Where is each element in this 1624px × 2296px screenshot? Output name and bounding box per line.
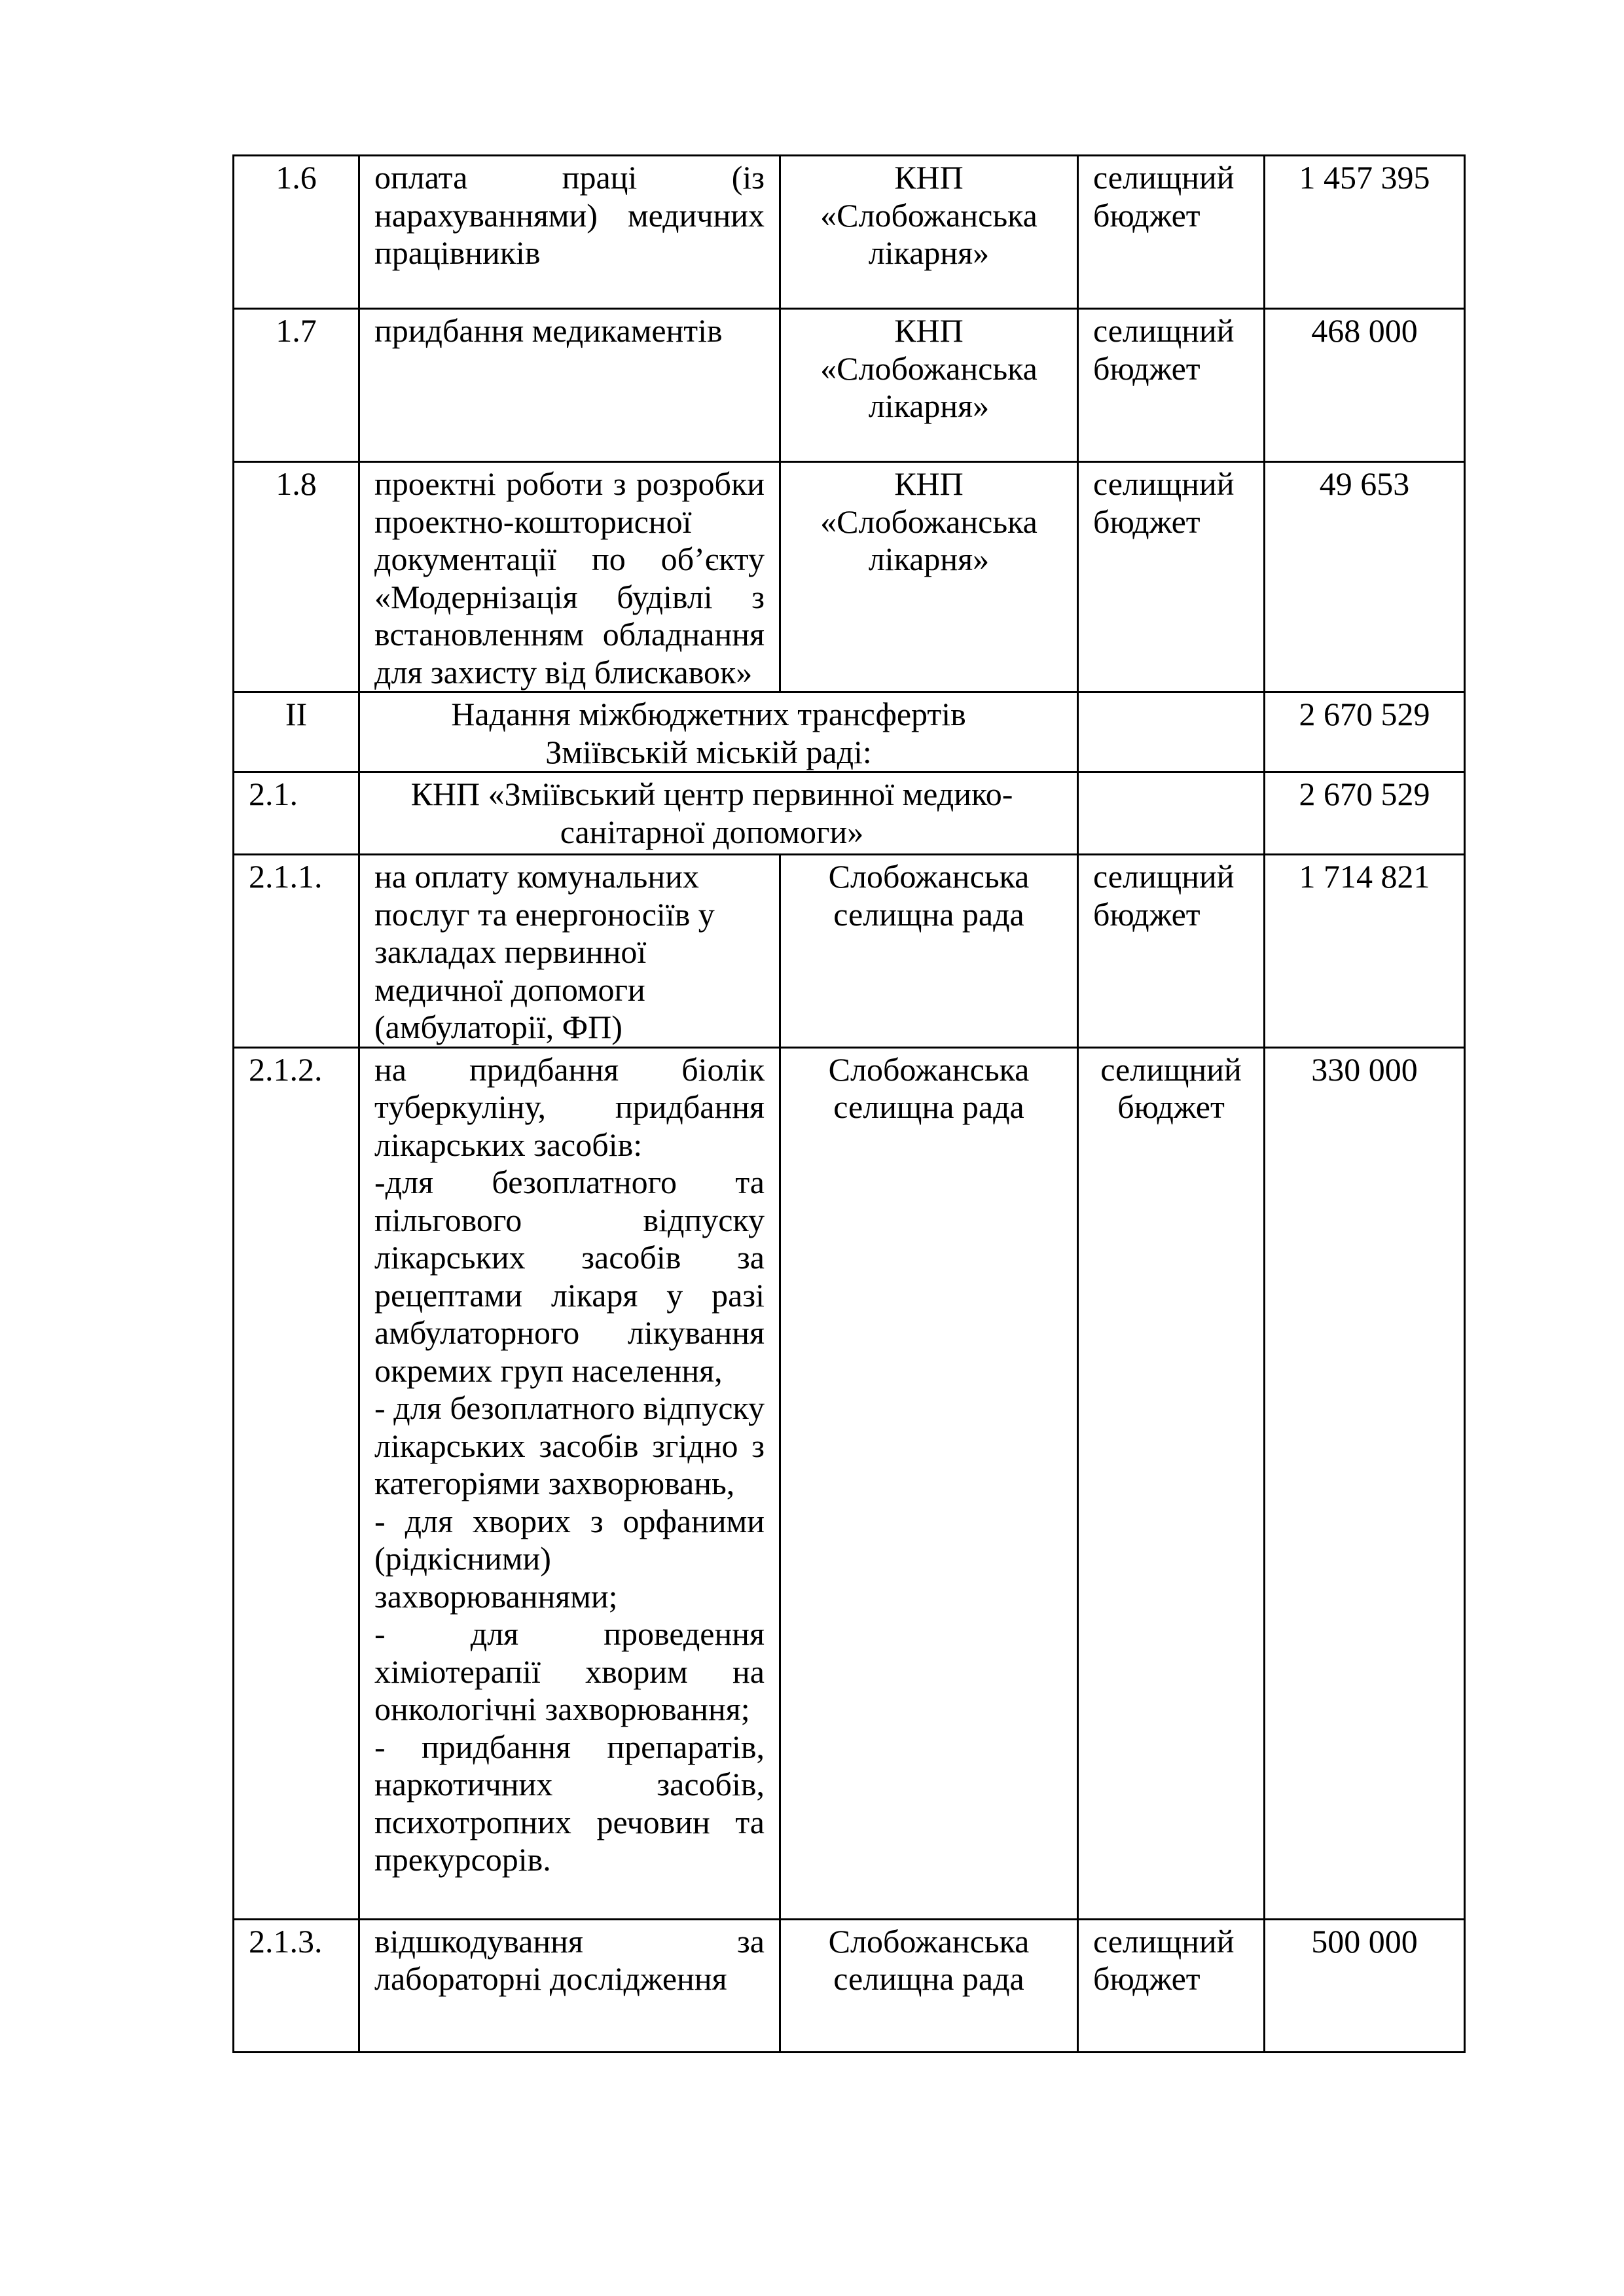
row-amount: 1 457 395 [1265, 156, 1465, 309]
row-executor: Слобожанська селищна рада [780, 1047, 1078, 1919]
row-number: 2.1.1. [234, 855, 359, 1048]
row-source: селищний бюджет [1078, 855, 1265, 1048]
description-line: на придбання біолік туберкуліну, придбання лікарських засобів: [374, 1050, 765, 1163]
row-source-empty [1078, 692, 1265, 772]
row-source: селищний бюджет [1078, 1047, 1265, 1919]
row-source: селищний бюджет [1078, 1919, 1265, 2052]
description-line: - придбання препаратів, наркотичних засобів, психотропних речовин та прекурсорів. [374, 1728, 765, 1878]
table-row [234, 855, 1465, 1048]
description-line: - для хворих з орфаними (рідкісними) захворюваннями; [374, 1502, 765, 1615]
row-description: оплата праці (із нарахуваннями) медичних працівників [359, 156, 780, 309]
row-number: 2.1.2. [234, 1047, 359, 1919]
row-amount: 49 653 [1265, 462, 1465, 692]
row-executor: КНП «Слобожанська лікарня» [780, 309, 1078, 462]
row-description: проектні роботи з розробки проектно-кошторисної документації по об’єкту «Модернізація будівлі з встановленням обладнання для захисту від блискавок» [359, 462, 780, 692]
table-row [234, 462, 1465, 692]
row-amount: 1 714 821 [1265, 855, 1465, 1048]
table-row-section [234, 692, 1465, 772]
row-executor: Слобожанська селищна рада [780, 1919, 1078, 2052]
row-source: селищний бюджет [1078, 156, 1265, 309]
table-row [234, 1047, 1465, 1919]
table-row [234, 1919, 1465, 2052]
row-source-empty [1078, 772, 1265, 855]
row-number: 1.7 [234, 309, 359, 462]
row-amount: 500 000 [1265, 1919, 1465, 2052]
row-description: Надання міжбюджетних трансфертів Зміївській міській раді: [359, 692, 1078, 772]
row-amount: 330 000 [1265, 1047, 1465, 1919]
row-description: КНП «Зміївський центр первинної медико-санітарної допомоги» [359, 772, 1078, 855]
description-line: - для безоплатного відпуску лікарських засобів згідно з категоріями захворювань, [374, 1390, 765, 1501]
table-row [234, 156, 1465, 309]
table-row-subsection [234, 772, 1465, 855]
table-row [234, 309, 1465, 462]
row-source: селищний бюджет [1078, 462, 1265, 692]
row-number: 1.8 [234, 462, 359, 692]
row-number: 2.1.3. [234, 1919, 359, 2052]
row-executor: КНП «Слобожанська лікарня» [780, 462, 1078, 692]
row-amount: 2 670 529 [1265, 692, 1465, 772]
row-description: придбання медикаментів [359, 309, 780, 462]
row-number: 1.6 [234, 156, 359, 309]
row-executor: Слобожанська селищна рада [780, 855, 1078, 1048]
row-description [359, 1047, 780, 1919]
row-amount: 468 000 [1265, 309, 1465, 462]
row-amount: 2 670 529 [1265, 772, 1465, 855]
description-line: - для проведення хіміотерапії хворим на онкологічні захворювання; [374, 1615, 765, 1727]
row-executor: КНП «Слобожанська лікарня» [780, 156, 1078, 309]
row-number: II [234, 692, 359, 772]
row-number: 2.1. [234, 772, 359, 855]
budget-table [232, 154, 1466, 2053]
description-line: -для безоплатного та пільгового відпуску лікарських засобів за рецептами лікаря у разі амбулаторного лікування окремих груп населення, [374, 1164, 765, 1389]
row-description: на оплату комунальних послуг та енергоносіїв у закладах первинної медичної допомоги (амбулаторії, ФП) [359, 855, 780, 1048]
row-source: селищний бюджет [1078, 309, 1265, 462]
row-description: відшкодування за лабораторні дослідження [359, 1919, 780, 2052]
